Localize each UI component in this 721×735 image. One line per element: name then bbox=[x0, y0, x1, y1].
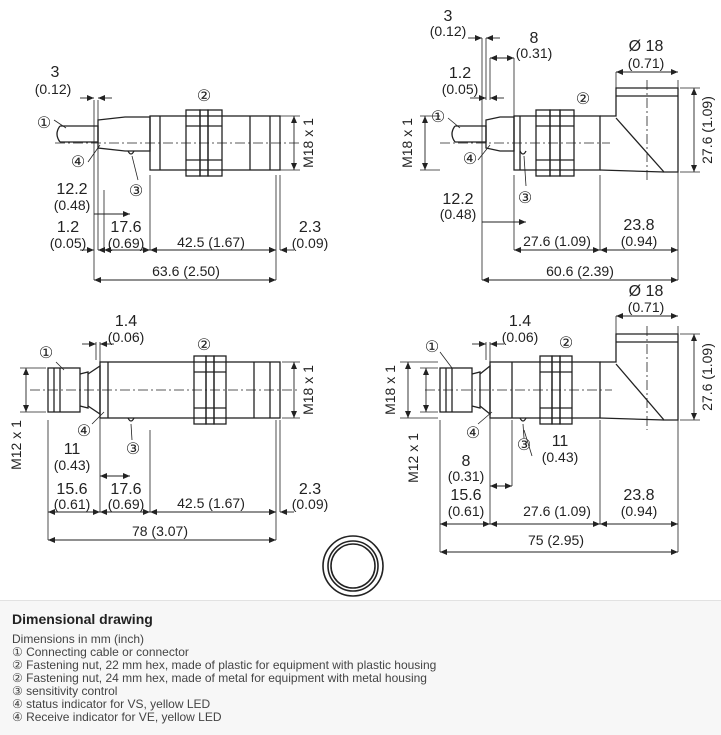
dim-text: 60.6 (2.39) bbox=[546, 263, 614, 279]
dim-text: 3 bbox=[443, 8, 453, 25]
dim-text: (0.05) bbox=[441, 81, 479, 97]
marker-2: ② bbox=[196, 88, 212, 105]
dim-text: 12.2 bbox=[442, 191, 474, 208]
dim-text: 15.6 bbox=[450, 487, 482, 504]
dim-text: Ø 18 bbox=[628, 283, 664, 300]
legend-item: ② Fastening nut, 24 mm hex, made of metal for equipment with metal housing bbox=[12, 671, 427, 685]
marker-2: ② bbox=[558, 335, 574, 352]
dim-text: (0.48) bbox=[439, 206, 477, 222]
dim-text: (0.05) bbox=[49, 235, 87, 251]
marker-4: ④ bbox=[462, 151, 478, 168]
dim-text: 8 bbox=[461, 453, 471, 470]
dim-text: (0.61) bbox=[447, 503, 485, 519]
view4-labels bbox=[382, 283, 715, 548]
dim-text: (0.12) bbox=[429, 23, 467, 39]
marker-2: ② bbox=[575, 91, 591, 108]
dim-text: M18 x 1 bbox=[382, 365, 398, 415]
marker-4: ④ bbox=[465, 425, 481, 442]
view-straight-cable bbox=[54, 98, 300, 280]
dim-text: 11 bbox=[63, 441, 81, 458]
legend-list bbox=[12, 646, 436, 724]
dim-text: 8 bbox=[529, 30, 539, 47]
dim-text: (0.94) bbox=[620, 503, 658, 519]
dim-text: (0.71) bbox=[627, 55, 665, 71]
marker-3: ③ bbox=[125, 441, 141, 458]
dim-text: 2.3 bbox=[298, 481, 322, 498]
dim-text: 75 (2.95) bbox=[527, 532, 585, 548]
dim-text: 27.6 (1.09) bbox=[523, 233, 591, 249]
dim-text: 11 bbox=[551, 433, 569, 450]
dim-text: 1.4 bbox=[508, 313, 532, 330]
dim-text: 12.2 bbox=[56, 181, 88, 198]
view1-labels bbox=[35, 64, 329, 279]
dim-text: (0.43) bbox=[53, 457, 91, 473]
dim-text: (0.69) bbox=[107, 235, 145, 251]
dim-text: M12 x 1 bbox=[405, 433, 421, 483]
marker-1: ① bbox=[430, 109, 446, 126]
dim-text: M18 x 1 bbox=[300, 118, 316, 168]
dim-text: (0.06) bbox=[501, 329, 539, 345]
marker-4: ④ bbox=[76, 423, 92, 440]
marker-1: ① bbox=[38, 345, 54, 362]
marker-1: ① bbox=[424, 339, 440, 356]
legend-item: ③ sensitivity control bbox=[12, 684, 118, 698]
caption-title: Dimensional drawing bbox=[12, 611, 153, 627]
legend-item: ② Fastening nut, 22 mm hex, made of plastic for equipment with plastic housing bbox=[12, 658, 437, 672]
legend-item: ④ Receive indicator for VE, yellow LED bbox=[12, 710, 222, 724]
dim-text: 3 bbox=[50, 64, 60, 81]
dim-text: (0.61) bbox=[53, 496, 91, 512]
dim-text: (0.31) bbox=[515, 45, 553, 61]
dim-text: (0.06) bbox=[107, 329, 145, 345]
dim-text: 23.8 bbox=[623, 217, 655, 234]
dim-text: M12 x 1 bbox=[8, 420, 24, 470]
dim-text: (0.71) bbox=[627, 299, 665, 315]
dim-text: (0.94) bbox=[620, 233, 658, 249]
dim-text: M18 x 1 bbox=[399, 118, 415, 168]
dim-text: 27.6 (1.09) bbox=[523, 503, 591, 519]
dim-text: (0.48) bbox=[53, 197, 91, 213]
dim-text: 1.2 bbox=[448, 65, 472, 82]
caption-panel bbox=[0, 600, 721, 735]
dim-text: 27.6 (1.09) bbox=[699, 96, 715, 164]
marker-1: ① bbox=[36, 115, 52, 132]
marker-3: ③ bbox=[516, 437, 532, 454]
legend-item: ① Connecting cable or connector bbox=[12, 645, 189, 659]
dim-text: 23.8 bbox=[623, 487, 655, 504]
connector-end-view bbox=[323, 536, 383, 596]
dim-text: 2.3 bbox=[298, 219, 322, 236]
legend-item: ④ status indicator for VS, yellow LED bbox=[12, 697, 211, 711]
marker-3: ③ bbox=[517, 190, 533, 207]
dim-text: 1.2 bbox=[56, 219, 80, 236]
dim-text: 1.4 bbox=[114, 313, 138, 330]
dim-text: 42.5 (1.67) bbox=[177, 495, 245, 511]
dim-text: 17.6 bbox=[110, 219, 142, 236]
dim-text: 27.6 (1.09) bbox=[699, 343, 715, 411]
dim-text: (0.69) bbox=[107, 496, 145, 512]
dim-text: 63.6 (2.50) bbox=[152, 263, 220, 279]
view2-labels bbox=[399, 8, 715, 279]
dim-text: (0.12) bbox=[34, 81, 72, 97]
dim-text: 15.6 bbox=[56, 481, 88, 498]
dim-text: (0.31) bbox=[447, 468, 485, 484]
dim-text: M18 x 1 bbox=[300, 365, 316, 415]
marker-4: ④ bbox=[70, 154, 86, 171]
dim-text: 17.6 bbox=[110, 481, 142, 498]
dim-text: 78 (3.07) bbox=[131, 523, 189, 539]
marker-2: ② bbox=[196, 337, 212, 354]
dim-text: (0.09) bbox=[291, 496, 329, 512]
dim-text: 42.5 (1.67) bbox=[177, 234, 245, 250]
marker-3: ③ bbox=[128, 183, 144, 200]
dim-text: (0.43) bbox=[541, 449, 579, 465]
dim-text: (0.09) bbox=[291, 235, 329, 251]
dim-text: Ø 18 bbox=[628, 38, 664, 55]
caption-subtitle: Dimensions in mm (inch) bbox=[12, 632, 145, 646]
